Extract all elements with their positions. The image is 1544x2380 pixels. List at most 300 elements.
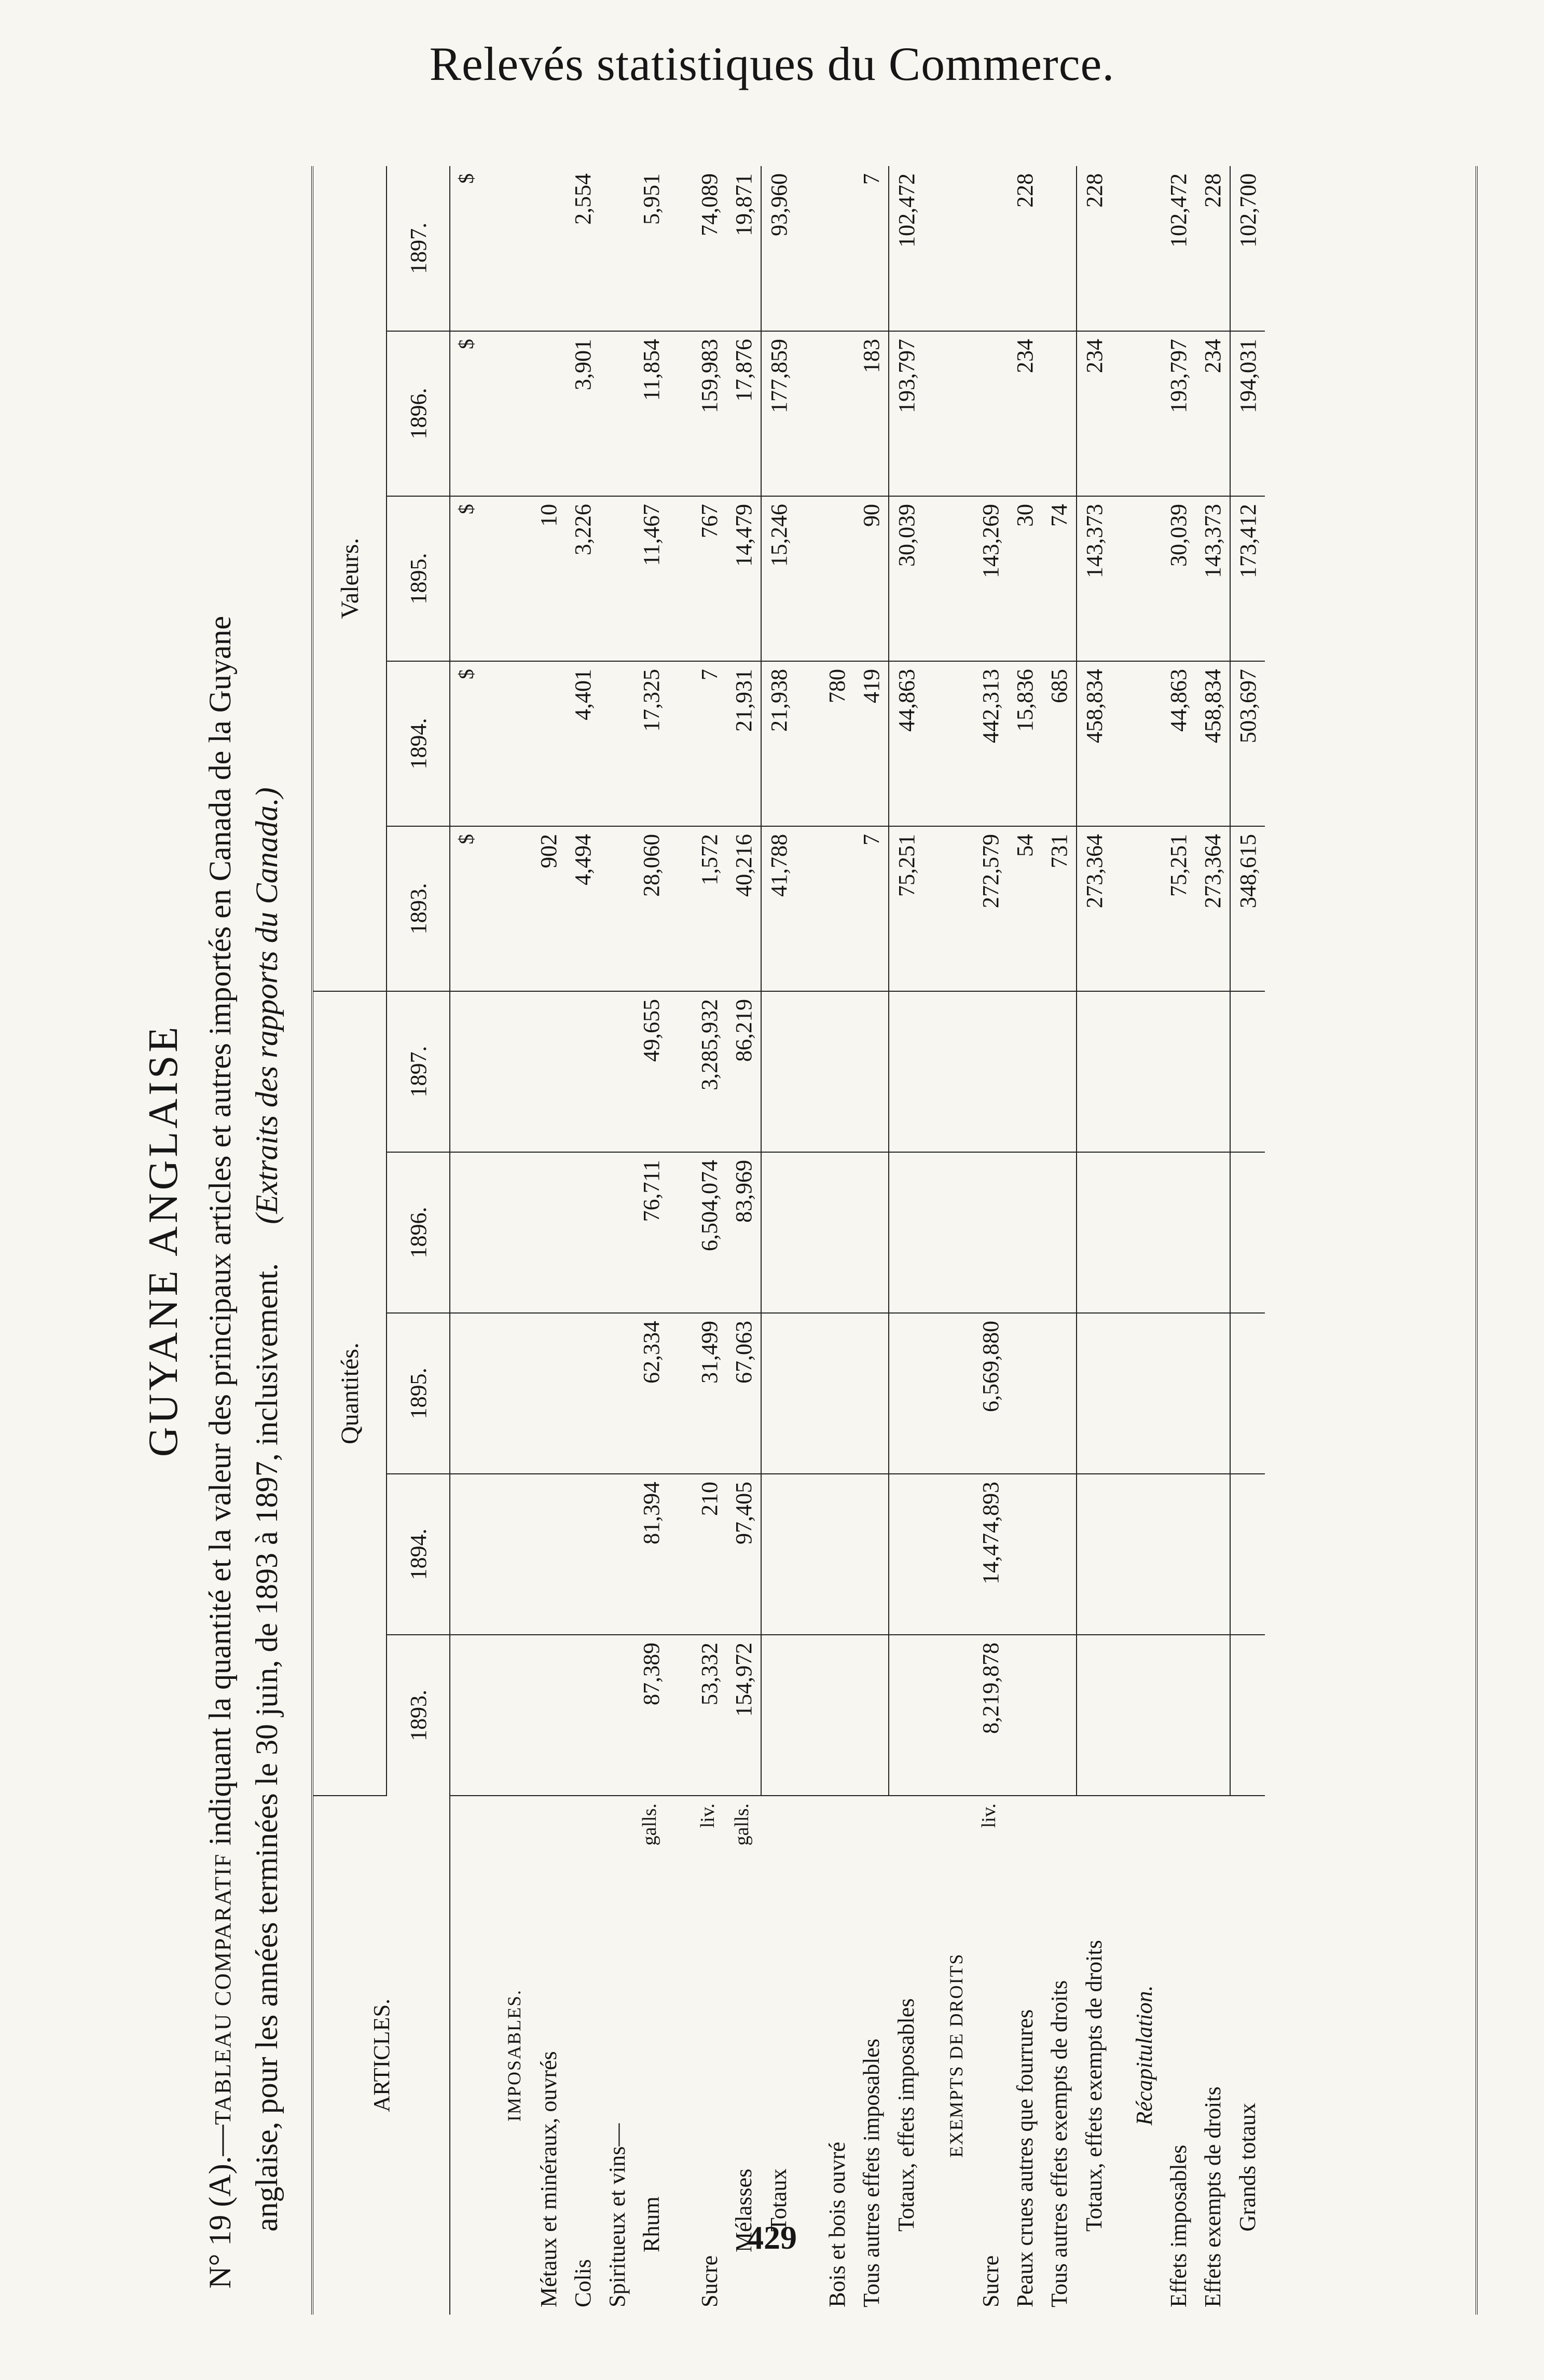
quantity-cell: [531, 1313, 566, 1474]
value-cell: 10: [531, 496, 566, 661]
quantity-year-header-2: 1895.: [387, 1313, 450, 1474]
value-cell: [1111, 166, 1161, 331]
value-cell: 102,472: [889, 166, 923, 331]
value-cell: [531, 166, 566, 331]
value-cell: 273,364: [1195, 826, 1230, 991]
row-label: [634, 1796, 668, 2315]
table-row: [566, 166, 600, 2315]
value-cell: 7: [854, 166, 889, 331]
row-label: [692, 1796, 726, 2315]
quantity-cell: 83,969: [726, 1152, 761, 1313]
quantity-cell: [566, 1635, 600, 1796]
value-cell: [668, 496, 692, 661]
value-cell: 1,572: [692, 826, 726, 991]
value-cell: [481, 826, 531, 991]
value-cell: [820, 166, 854, 331]
quantity-cell: [973, 1152, 1008, 1313]
quantity-cell: [796, 1313, 820, 1474]
quantity-cell: 86,219: [726, 991, 761, 1152]
value-cell: 19,871: [726, 166, 761, 331]
row-label: [1077, 1796, 1111, 2315]
value-cell: [1042, 331, 1077, 496]
value-cell: 143,373: [1077, 496, 1111, 661]
value-year-header-2: 1895.: [387, 496, 450, 661]
value-cell: 102,472: [1161, 166, 1195, 331]
row-label: [668, 1796, 692, 2315]
value-cell: 143,373: [1195, 496, 1230, 661]
table-row: [889, 166, 923, 2315]
quantity-cell: [796, 1152, 820, 1313]
quantity-cell: 62,334: [634, 1313, 668, 1474]
table-row: [600, 166, 634, 2315]
currency-symbol: $: [450, 496, 481, 661]
value-cell: [796, 826, 820, 991]
quantity-cell: 154,972: [726, 1635, 761, 1796]
quantity-cell: [761, 1474, 796, 1635]
value-cell: [668, 826, 692, 991]
currency-symbol: $: [450, 331, 481, 496]
value-cell: [600, 331, 634, 496]
table-body: [450, 166, 1265, 2315]
row-label: [1008, 1796, 1042, 2315]
value-cell: 3,226: [566, 496, 600, 661]
rotated-table-block: [140, 166, 1489, 2315]
row-label: [854, 1796, 889, 2315]
table-row: [973, 166, 1008, 2315]
quantity-cell: [1008, 1313, 1042, 1474]
value-cell: [481, 166, 531, 331]
row-label: [1195, 1796, 1230, 2315]
quantity-cell: [1042, 1152, 1077, 1313]
quantity-cell: [481, 1635, 531, 1796]
value-cell: 2,554: [566, 166, 600, 331]
quantity-cell: 53,332: [692, 1635, 726, 1796]
quantity-cell: [1111, 1635, 1161, 1796]
value-cell: [923, 661, 973, 826]
quantity-cell: [820, 1635, 854, 1796]
quantity-cell: [923, 1474, 973, 1635]
row-label-text: Colis: [570, 2259, 596, 2307]
quantity-cell: [796, 991, 820, 1152]
statistics-table-wrap: [311, 166, 1478, 2315]
value-cell: 14,479: [726, 496, 761, 661]
quantity-cell: 14,474,893: [973, 1474, 1008, 1635]
quantity-cell: [600, 1635, 634, 1796]
row-label: [820, 1796, 854, 2315]
value-cell: [973, 331, 1008, 496]
value-cell: [820, 331, 854, 496]
value-cell: [668, 661, 692, 826]
quantity-cell: [1195, 1313, 1230, 1474]
quantity-cell: [761, 991, 796, 1152]
row-label-text: Effets imposables: [1165, 2144, 1191, 2307]
quantity-cell: [761, 1152, 796, 1313]
value-cell: [1111, 496, 1161, 661]
quantity-cell: [1042, 1474, 1077, 1635]
value-cell: 44,863: [889, 661, 923, 826]
quantity-cell: [820, 1152, 854, 1313]
quantity-cell: [668, 1313, 692, 1474]
quantity-cell: [889, 1313, 923, 1474]
page-number: 429: [747, 2219, 797, 2256]
quantity-cell: [1161, 1313, 1195, 1474]
articles-header: ARTICLES.: [313, 1796, 450, 2315]
value-cell: 183: [854, 331, 889, 496]
quantity-cell: [481, 1152, 531, 1313]
table-row: [923, 166, 973, 2315]
value-cell: [796, 331, 820, 496]
quantity-cell: [481, 1313, 531, 1474]
row-unit: galls.: [731, 1803, 753, 1846]
quantity-cell: 31,499: [692, 1313, 726, 1474]
quantities-header: Quantités.: [313, 991, 387, 1796]
value-cell: [531, 331, 566, 496]
quantity-cell: [889, 1152, 923, 1313]
quantity-cell: [600, 991, 634, 1152]
table-row: [1008, 166, 1042, 2315]
row-label-text: Rhum: [638, 2196, 664, 2252]
value-cell: 3,901: [566, 331, 600, 496]
quantity-cell: [796, 1474, 820, 1635]
table-caption-line-1: [202, 616, 238, 2289]
value-year-header-4: 1897.: [387, 166, 450, 331]
caption-line2-text: anglaise, pour les années terminées le 30 juin, de 1893 à 1897, inclusivement.: [250, 1263, 284, 2232]
value-year-header-1: 1894.: [387, 661, 450, 826]
quantity-cell: [820, 1313, 854, 1474]
quantity-cell: [1077, 1635, 1111, 1796]
quantity-cell: [600, 1313, 634, 1474]
table-row: [1161, 166, 1195, 2315]
value-cell: 685: [1042, 661, 1077, 826]
quantity-cell: [1008, 1635, 1042, 1796]
value-cell: 348,615: [1230, 826, 1265, 991]
value-cell: 17,876: [726, 331, 761, 496]
quantity-cell: [923, 1635, 973, 1796]
row-unit: liv.: [977, 1803, 1000, 1828]
value-cell: [796, 661, 820, 826]
currency-symbol: $: [450, 826, 481, 991]
value-cell: 74: [1042, 496, 1077, 661]
quantity-cell: [531, 1474, 566, 1635]
quantity-cell: [761, 1313, 796, 1474]
row-label-text: Sucre: [977, 2255, 1003, 2307]
quantity-cell: [1111, 1152, 1161, 1313]
quantity-cell: [531, 991, 566, 1152]
value-cell: [973, 166, 1008, 331]
value-cell: [600, 661, 634, 826]
value-cell: 28,060: [634, 826, 668, 991]
table-row: [531, 166, 566, 2315]
value-cell: [481, 331, 531, 496]
value-cell: [1111, 661, 1161, 826]
quantity-cell: [531, 1152, 566, 1313]
value-cell: 44,863: [1161, 661, 1195, 826]
source-note: (Extraits des rapports du Canada.): [250, 787, 284, 1224]
value-cell: 731: [1042, 826, 1077, 991]
quantity-cell: 49,655: [634, 991, 668, 1152]
quantity-cell: [1161, 991, 1195, 1152]
row-label: [1161, 1796, 1195, 2315]
value-cell: 194,031: [1230, 331, 1265, 496]
row-label-text: Bois et bois ouvré: [824, 2142, 850, 2307]
row-label-text: Effets exempts de droits: [1200, 2086, 1225, 2307]
value-cell: 21,931: [726, 661, 761, 826]
quantity-cell: 76,711: [634, 1152, 668, 1313]
value-cell: 4,401: [566, 661, 600, 826]
quantity-year-header-1: 1894.: [387, 1474, 450, 1635]
table-row: [820, 166, 854, 2315]
table-row: [1111, 166, 1161, 2315]
value-cell: 102,700: [1230, 166, 1265, 331]
quantity-cell: 81,394: [634, 1474, 668, 1635]
quantity-year-header-3: 1896.: [387, 1152, 450, 1313]
quantity-cell: [973, 991, 1008, 1152]
currency-row-empty-cell: [450, 1313, 481, 1474]
quantity-year-header-4: 1897.: [387, 991, 450, 1152]
quantity-cell: [1111, 1474, 1161, 1635]
currency-row: [450, 166, 481, 2315]
value-cell: 30,039: [1161, 496, 1195, 661]
quantity-cell: [1195, 991, 1230, 1152]
value-cell: 503,697: [1230, 661, 1265, 826]
currency-symbol: $: [450, 661, 481, 826]
value-cell: 30: [1008, 496, 1042, 661]
quantity-cell: [889, 991, 923, 1152]
quantity-cell: [1161, 1635, 1195, 1796]
quantity-cell: [1230, 1313, 1265, 1474]
row-label: [923, 1796, 973, 2315]
table-row: [761, 166, 796, 2315]
country-title: GUYANE ANGLAISE: [141, 1023, 186, 1457]
value-cell: 75,251: [889, 826, 923, 991]
quantity-cell: [1008, 1474, 1042, 1635]
row-label: [600, 1796, 634, 2315]
quantity-cell: [481, 1474, 531, 1635]
quantity-cell: [854, 1635, 889, 1796]
values-header: Valeurs.: [313, 166, 387, 991]
quantity-cell: [1230, 1152, 1265, 1313]
quantity-cell: [566, 1313, 600, 1474]
row-label: [1042, 1796, 1077, 2315]
row-label-text: Spiritueux et vins—: [604, 2123, 630, 2307]
value-cell: 902: [531, 826, 566, 991]
value-cell: [531, 661, 566, 826]
value-cell: [600, 496, 634, 661]
currency-row-empty-cell: [450, 1635, 481, 1796]
value-cell: 173,412: [1230, 496, 1265, 661]
caption-smallcaps: TABLEAU COMPARATIF: [210, 1853, 236, 2125]
value-cell: 228: [1077, 166, 1111, 331]
value-cell: 193,797: [1161, 331, 1195, 496]
table-row: [796, 166, 820, 2315]
quantity-cell: [1077, 1313, 1111, 1474]
value-cell: 159,983: [692, 331, 726, 496]
row-label-text: Peaux crues autres que fourrures: [1012, 2009, 1038, 2307]
quantity-cell: [600, 1474, 634, 1635]
row-label: [889, 1796, 923, 2315]
quantity-cell: [566, 991, 600, 1152]
quantity-cell: [796, 1635, 820, 1796]
quantity-cell: [1161, 1474, 1195, 1635]
quantity-cell: [1042, 991, 1077, 1152]
currency-row-empty-cell: [450, 1152, 481, 1313]
value-cell: [820, 496, 854, 661]
value-cell: [1042, 166, 1077, 331]
value-cell: 5,951: [634, 166, 668, 331]
quantity-cell: 6,504,074: [692, 1152, 726, 1313]
row-label: [1230, 1796, 1265, 2315]
quantity-cell: [600, 1152, 634, 1313]
table-row: [1195, 166, 1230, 2315]
value-cell: [923, 826, 973, 991]
quantity-year-header-0: 1893.: [387, 1635, 450, 1796]
quantity-cell: [1111, 1313, 1161, 1474]
quantity-cell: [1042, 1313, 1077, 1474]
value-cell: 41,788: [761, 826, 796, 991]
quantity-cell: [668, 1152, 692, 1313]
table-row: [692, 166, 726, 2315]
quantity-cell: [1195, 1635, 1230, 1796]
value-cell: 228: [1195, 166, 1230, 331]
table-row: [1042, 166, 1077, 2315]
row-label-text: Totaux, effets imposables: [893, 1998, 919, 2232]
value-cell: 7: [854, 826, 889, 991]
value-cell: 143,269: [973, 496, 1008, 661]
quantity-cell: 6,569,880: [973, 1313, 1008, 1474]
row-label-text: Totaux, effets exempts de droits: [1081, 1940, 1107, 2232]
table-row: [1230, 166, 1265, 2315]
value-cell: 4,494: [566, 826, 600, 991]
quantity-cell: [854, 1152, 889, 1313]
value-cell: 442,313: [973, 661, 1008, 826]
value-cell: 93,960: [761, 166, 796, 331]
quantity-cell: [668, 1474, 692, 1635]
value-cell: 15,246: [761, 496, 796, 661]
value-year-header-0: 1893.: [387, 826, 450, 991]
quantity-cell: 67,063: [726, 1313, 761, 1474]
row-label-text: Grands totaux: [1235, 2102, 1260, 2232]
value-cell: [600, 166, 634, 331]
value-cell: [668, 166, 692, 331]
value-cell: 767: [692, 496, 726, 661]
value-cell: 234: [1008, 331, 1042, 496]
value-cell: 54: [1008, 826, 1042, 991]
row-unit: liv.: [696, 1803, 719, 1828]
value-cell: [1111, 331, 1161, 496]
statistics-table: [313, 166, 1265, 2315]
value-cell: 40,216: [726, 826, 761, 991]
quantity-cell: 8,219,878: [973, 1635, 1008, 1796]
value-cell: 17,325: [634, 661, 668, 826]
value-cell: 7: [692, 661, 726, 826]
value-cell: 273,364: [1077, 826, 1111, 991]
table-row: [634, 166, 668, 2315]
quantity-cell: [820, 1474, 854, 1635]
table-row: [481, 166, 531, 2315]
value-cell: 228: [1008, 166, 1042, 331]
row-unit: galls.: [638, 1803, 660, 1846]
quantity-cell: 87,389: [634, 1635, 668, 1796]
row-label-text: Sucre: [696, 2255, 722, 2307]
value-cell: [481, 496, 531, 661]
quantity-cell: [481, 991, 531, 1152]
quantity-cell: [923, 1152, 973, 1313]
value-cell: [600, 826, 634, 991]
quantity-cell: [1077, 1152, 1111, 1313]
currency-symbol: $: [450, 166, 481, 331]
quantity-cell: [668, 1635, 692, 1796]
row-label-text: Mélasses: [731, 2168, 756, 2252]
quantity-cell: [1230, 1635, 1265, 1796]
value-cell: [668, 331, 692, 496]
quantity-cell: [889, 1635, 923, 1796]
value-cell: [481, 661, 531, 826]
quantity-cell: [923, 1313, 973, 1474]
quantity-cell: [1077, 1474, 1111, 1635]
table-row: [1077, 166, 1111, 2315]
value-cell: 177,859: [761, 331, 796, 496]
row-label-text: EXEMPTS DE DROITS: [946, 1953, 967, 2158]
quantity-cell: [1230, 991, 1265, 1152]
row-label: [531, 1796, 566, 2315]
quantity-cell: [1008, 991, 1042, 1152]
row-label: [796, 1796, 820, 2315]
table-row: [726, 166, 761, 2315]
page-header-title: Relevés statistiques du Commerce.: [429, 37, 1115, 90]
table-row: [668, 166, 692, 2315]
quantity-cell: [854, 1313, 889, 1474]
quantity-cell: [1230, 1474, 1265, 1635]
quantity-cell: [1042, 1635, 1077, 1796]
value-cell: 234: [1077, 331, 1111, 496]
quantity-cell: 210: [692, 1474, 726, 1635]
value-cell: 272,579: [973, 826, 1008, 991]
row-label: [566, 1796, 600, 2315]
value-cell: [923, 166, 973, 331]
quantity-cell: [1161, 1152, 1195, 1313]
value-cell: [1111, 826, 1161, 991]
value-cell: 21,938: [761, 661, 796, 826]
quantity-cell: [1195, 1474, 1230, 1635]
quantity-cell: [566, 1474, 600, 1635]
value-cell: 458,834: [1195, 661, 1230, 826]
value-cell: 780: [820, 661, 854, 826]
value-cell: 11,467: [634, 496, 668, 661]
value-cell: [796, 166, 820, 331]
quantity-cell: 97,405: [726, 1474, 761, 1635]
row-label-text: Tous autres effets imposables: [859, 2039, 884, 2307]
value-cell: 75,251: [1161, 826, 1195, 991]
currency-row-empty-cell: [450, 991, 481, 1152]
table-caption-line-2: [249, 787, 285, 2232]
value-cell: 419: [854, 661, 889, 826]
value-cell: 90: [854, 496, 889, 661]
quantity-cell: 3,285,932: [692, 991, 726, 1152]
caption-rest: indiquant la quantité et la valeur des principaux articles et autres importés en Canada de la Guyane: [203, 615, 237, 1845]
quantity-cell: [889, 1474, 923, 1635]
row-label-text: Métaux et minéraux, ouvrés: [535, 2051, 561, 2307]
quantity-cell: [854, 991, 889, 1152]
currency-row-label: [450, 1796, 481, 2315]
row-label: [1111, 1796, 1161, 2315]
row-label-text: Tous autres effets exempts de droits: [1046, 1980, 1072, 2307]
quantity-cell: [1195, 1152, 1230, 1313]
value-cell: 30,039: [889, 496, 923, 661]
value-cell: 11,854: [634, 331, 668, 496]
quantity-cell: [1111, 991, 1161, 1152]
quantity-cell: [566, 1152, 600, 1313]
value-cell: 234: [1195, 331, 1230, 496]
